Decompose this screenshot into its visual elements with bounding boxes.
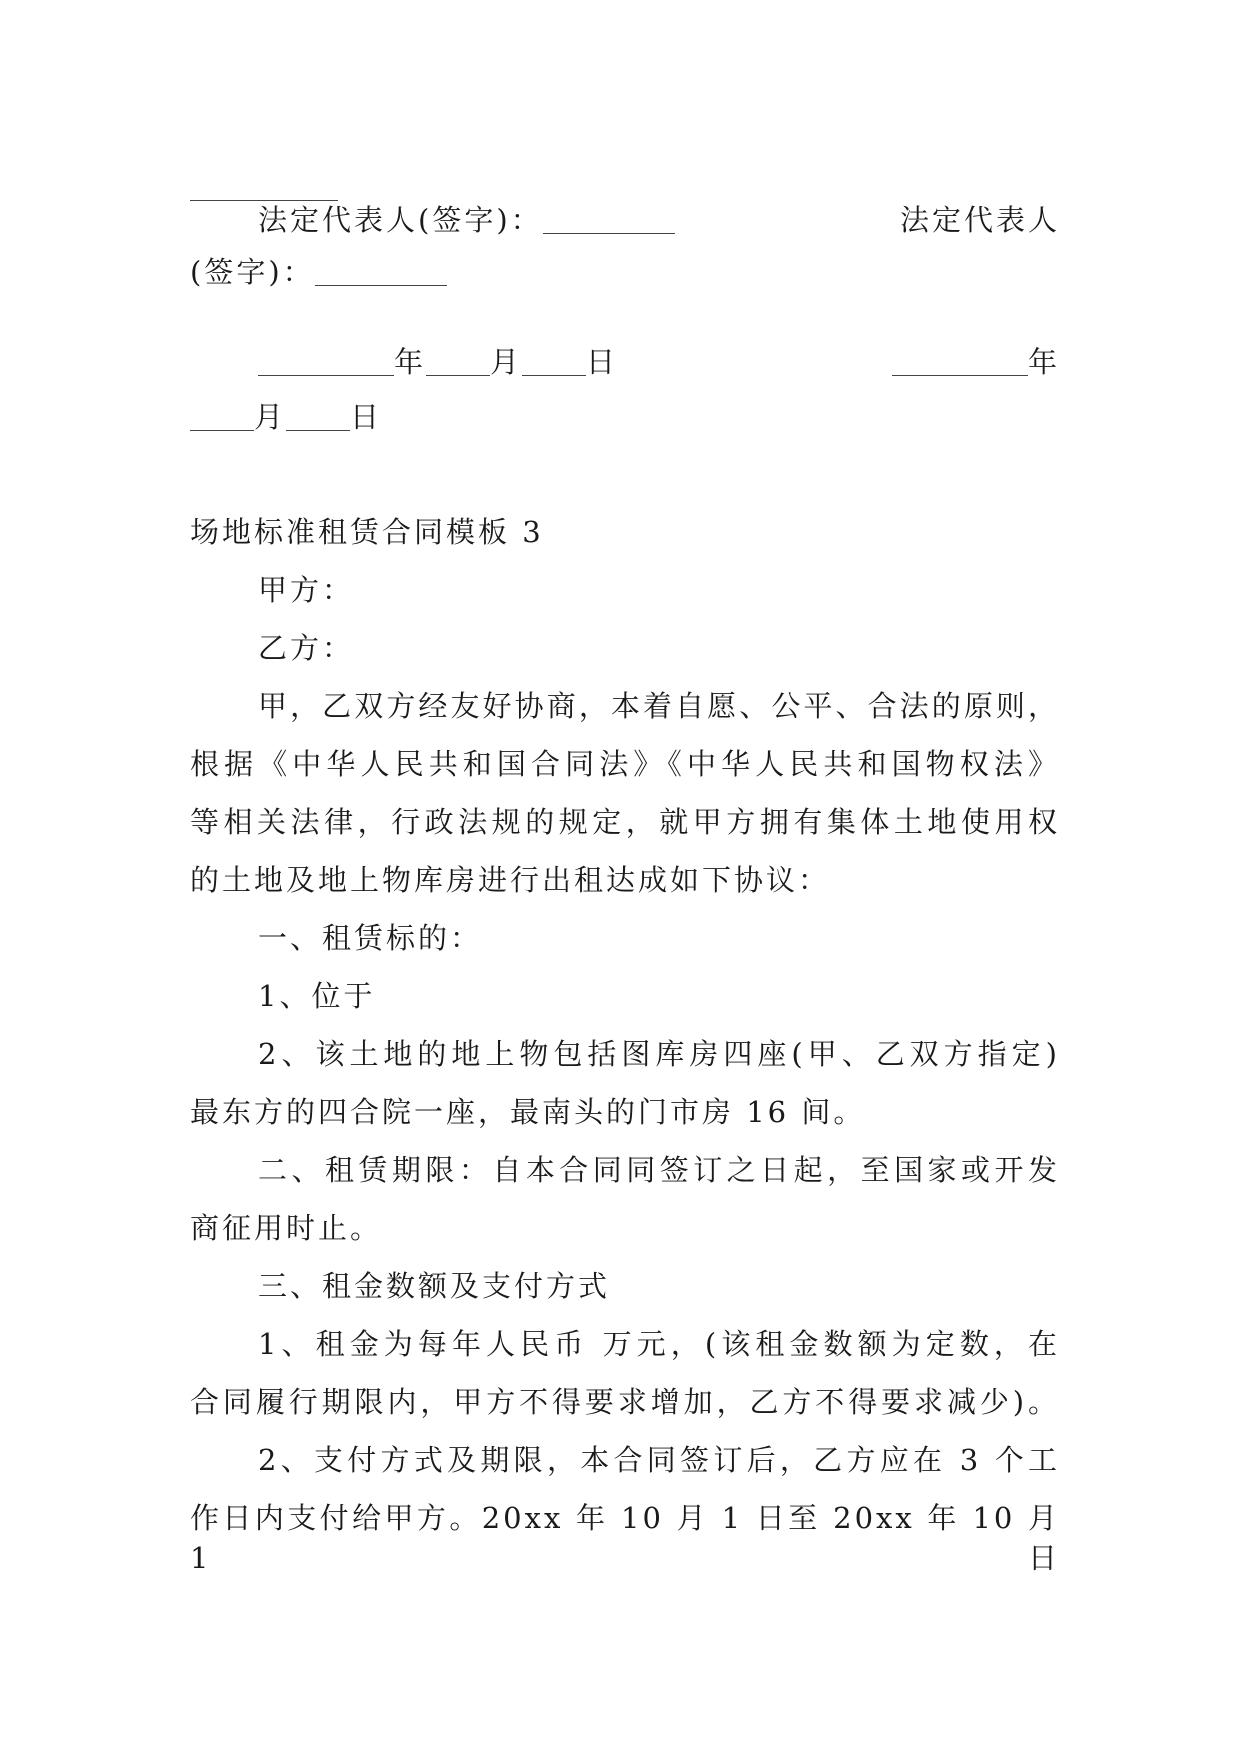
clause-3-2-line-2: 作日内支付给甲方。20xx 年 10 月 1 日至 20xx 年 10 月 1 日 [190, 1501, 1060, 1575]
signature-rep-row-2 [190, 252, 1060, 292]
signature-blank-line [315, 257, 447, 286]
clause-1-heading: 一、租赁标的： [258, 921, 483, 955]
intro-line-2: 根据《中华人民共和国合同法》《中华人民共和国物权法》 [190, 747, 1060, 781]
clause-2-line-1: 二、租赁期限：自本合同同签订之日起，至国家或开发 [258, 1153, 1060, 1187]
date-blank-year [258, 347, 394, 376]
date-blank-day [522, 347, 586, 376]
date-blank-year [892, 347, 1028, 376]
date-year-label: 年 [1027, 345, 1060, 379]
party-a-label: 甲方： [258, 573, 355, 607]
date-blank-day [286, 402, 350, 431]
rep-label-party-b: 法定代表人 [899, 203, 1060, 237]
clause-3-1-line-1: 1、租金为每年人民币 万元，(该租金数额为定数，在 [258, 1327, 1060, 1361]
intro-line-1: 甲，乙双方经友好协商，本着自愿、公平、合法的原则， [258, 689, 1060, 723]
date-day-label: 日 [586, 345, 619, 379]
party-b-label: 乙方： [258, 631, 355, 665]
clause-1-1: 1、位于 [258, 979, 376, 1013]
clause-3-1-line-2: 合同履行期限内，甲方不得要求增加，乙方不得要求减少)。 [190, 1385, 1060, 1419]
date-day-label: 日 [350, 400, 383, 434]
section-title: 场地标准租赁合同模板 3 [190, 515, 544, 549]
clause-1-2-line-2: 最东方的四合院一座，最南头的门市房 16 间。 [190, 1095, 866, 1129]
date-year-label: 年 [394, 345, 427, 379]
clause-1-2-line-1: 2、该土地的地上物包括图库房四座(甲、乙双方指定) [258, 1037, 1060, 1071]
clause-2-line-2: 商征用时止。 [190, 1211, 383, 1245]
clause-3-heading: 三、租金数额及支付方式 [258, 1269, 611, 1303]
date-party-b [892, 342, 1060, 382]
date-blank-month [426, 347, 490, 376]
signature-date-row-2 [190, 397, 1060, 437]
rep-label-party-a: 法定代表人(签字)： [258, 203, 543, 237]
rep-label-party-b-cont: (签字)： [190, 255, 315, 289]
intro-line-3: 等相关法律，行政法规的规定，就甲方拥有集体土地使用权 [190, 805, 1060, 839]
date-blank-month [190, 402, 254, 431]
signature-rep-row [258, 200, 1060, 240]
date-month-label: 月 [254, 400, 287, 434]
date-month-label: 月 [490, 345, 523, 379]
clause-3-2-line-1: 2、支付方式及期限，本合同签订后，乙方应在 3 个工 [258, 1443, 1060, 1477]
signature-date-row [258, 342, 1060, 382]
intro-line-4: 的土地及地上物库房进行出租达成如下协议： [190, 863, 831, 897]
signature-blank-line [543, 205, 675, 234]
